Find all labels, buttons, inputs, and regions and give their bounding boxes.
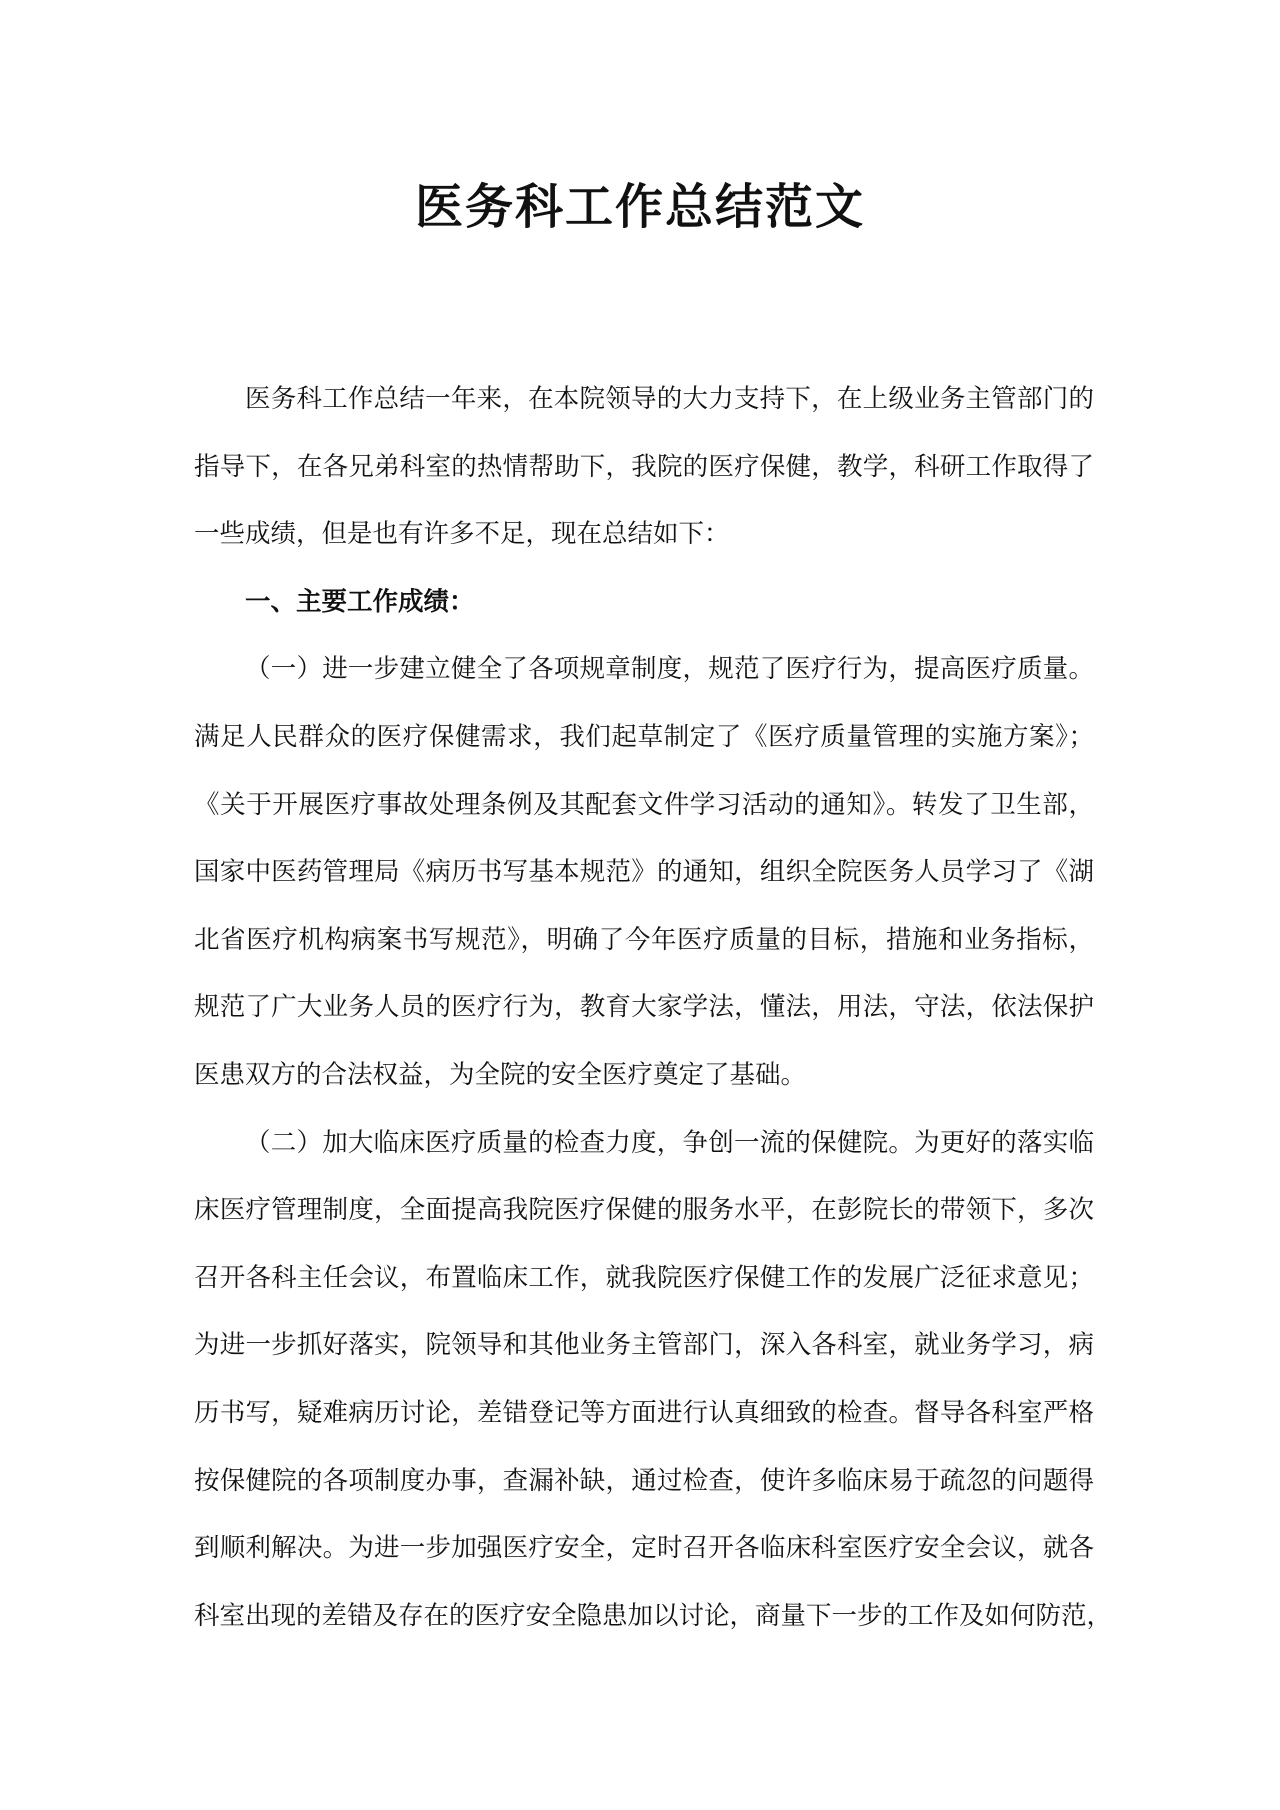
text-line: 床医疗管理制度，全面提高我院医疗保健的服务水平，在彭院长的带领下，多次: [194, 1195, 1094, 1226]
text-line: 国家中医药管理局《病历书写基本规范》的通知，组织全院医务人员学习了《湖: [194, 857, 1094, 888]
text-line: 科室出现的差错及存在的医疗安全隐患加以讨论，商量下一步的工作及如何防范，: [194, 1600, 1113, 1631]
text-line: 召开各科主任会议，布置临床工作，就我院医疗保健工作的发展广泛征求意见；: [194, 1262, 1094, 1293]
document-body: [194, 366, 1113, 1650]
section-heading: [194, 569, 1094, 637]
text-line: 医患双方的合法权益，为全院的安全医疗奠定了基础。: [194, 1059, 807, 1090]
text-line: 指导下，在各兄弟科室的热情帮助下，我院的医疗保健，教学，科研工作取得了: [194, 451, 1094, 482]
text-line: 历书写，疑难病历讨论，差错登记等方面进行认真细致的检查。督导各科室严格: [194, 1397, 1094, 1428]
text-line: （二）加大临床医疗质量的检查力度，争创一流的保健院。为更好的落实临: [245, 1127, 1094, 1158]
paragraph-section-1: [194, 636, 1094, 1109]
paragraph-intro: [194, 366, 1094, 569]
text-line: 按保健院的各项制度办事，查漏补缺，通过检查，使许多临床易于疏忽的问题得: [194, 1465, 1094, 1496]
text-line: 规范了广大业务人员的医疗行为，教育大家学法，懂法，用法，守法，依法保护: [194, 992, 1094, 1023]
text-line: 为进一步抓好落实，院领导和其他业务主管部门，深入各科室，就业务学习，病: [194, 1330, 1094, 1361]
text-line: 到顺利解决。为进一步加强医疗安全，定时召开各临床科室医疗安全会议，就各: [194, 1533, 1094, 1564]
text-line: 一些成绩，但是也有许多不足，现在总结如下：: [194, 519, 730, 550]
text-line: 北省医疗机构病案书写规范》，明确了今年医疗质量的目标，措施和业务指标，: [194, 924, 1094, 955]
text-line: 医务科工作总结一年来，在本院领导的大力支持下，在上级业务主管部门的: [245, 384, 1094, 414]
heading-text: 一、主要工作成绩：: [245, 586, 475, 617]
text-line: 《关于开展医疗事故处理条例及其配套文件学习活动的通知》。转发了卫生部，: [194, 789, 1094, 820]
paragraph-section-2: [194, 1110, 1113, 1651]
text-line: 满足人民群众的医疗保健需求，我们起草制定了《医疗质量管理的实施方案》；: [194, 721, 1094, 752]
text-line: （一）进一步建立健全了各项规章制度，规范了医疗行为，提高医疗质量。: [245, 654, 1094, 685]
page-title: 医务科工作总结范文: [414, 179, 865, 235]
